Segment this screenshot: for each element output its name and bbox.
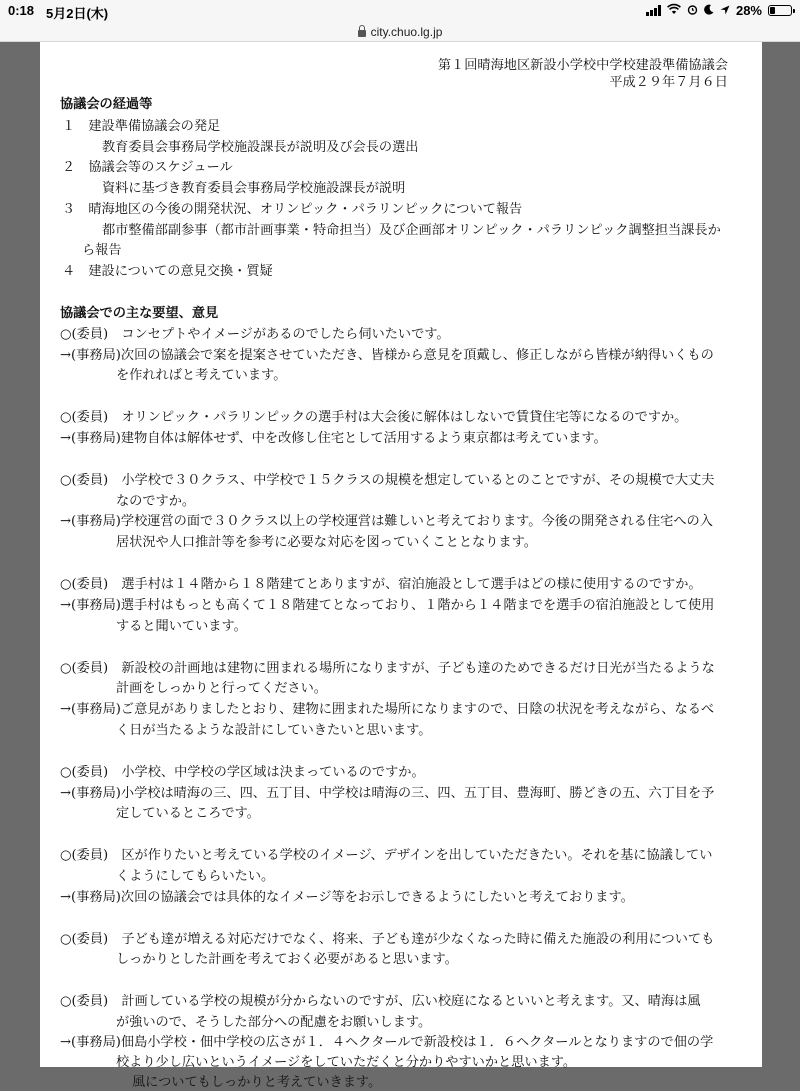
cellular-signal-icon <box>646 5 661 16</box>
battery-icon <box>768 5 792 16</box>
text-line: くようにしてもらいたい。 <box>116 869 275 884</box>
text-line: →(事務局)次回の協議会で案を提案させていただき、皆様から意見を頂戴し、修正しながら皆様が納得いくもの <box>60 348 714 363</box>
text-line: なのですか。 <box>116 494 196 509</box>
text-line: →(事務局)ご意見がありましたとおり、建物に囲まれた場所になりますので、日陰の状況を考えながら、なるべ <box>60 702 715 717</box>
list-item: ４ 建設についての意見交換・質疑 <box>62 264 273 279</box>
text-line: 定しているところです。 <box>116 806 260 821</box>
text-line: →(事務局)佃島小学校・佃中学校の広さが１．４ヘクタールで新設校は１．６ヘクタールとなりますので佃の学 <box>60 1035 714 1050</box>
text-line: ○(委員) 小学校で３０クラス、中学校で１５クラスの規模を想定しているとのことですが、その規模で大丈夫 <box>60 473 715 488</box>
text-line: を作れればと考えています。 <box>116 368 287 383</box>
text-line: 校より少し広いというイメージをしていただくと分かりやすいかと思います。 <box>116 1055 577 1070</box>
lock-icon <box>358 30 366 37</box>
list-item: 都市整備部副参事（都市計画事業・特命担当）及び企画部オリンピック・パラリンピック調整担当課長か <box>102 223 721 238</box>
section-heading-opinions: 協議会での主な要望、意見 <box>60 306 219 321</box>
list-item: １ 建設準備協議会の発足 <box>62 119 221 134</box>
text-line: →(事務局)学校運営の面で３０クラス以上の学校運営は難しいと考えております。今後の開発される住宅への入 <box>60 514 713 529</box>
text-line: ○(委員) 選手村は１４階から１８階建てとありますが、宿泊施設として選手はどの様に使用するのですか。 <box>60 577 702 592</box>
text-line: ○(委員) 新設校の計画地は建物に囲まれる場所になりますが、子ども達のためできるだけ日光が当たるような <box>60 661 715 676</box>
text-line: →(事務局)選手村はもっとも高くて１８階建てとなっており、１階から１４階までを選手の宿泊施設として使用 <box>60 598 715 613</box>
text-line: が強いので、そうした部分への配慮をお願いします。 <box>116 1015 432 1030</box>
list-item: ら報告 <box>82 243 122 258</box>
list-item: 資料に基づき教育委員会事務局学校施設課長が説明 <box>102 181 406 196</box>
battery-fill <box>770 7 775 14</box>
text-line: ○(委員) 区が作りたいと考えている学校のイメージ、デザインを出していただきたい。それを基に協議してい <box>60 848 713 863</box>
status-bar <box>0 0 800 22</box>
section-heading-progress: 協議会の経過等 <box>60 97 153 112</box>
list-item: ２ 協議会等のスケジュール <box>62 160 233 175</box>
url-text[interactable]: city.chuo.lg.jp <box>370 24 443 39</box>
wifi-icon <box>667 3 681 18</box>
text-line: 居状況や人口推計等を参考に必要な対応を図っていくこととなります。 <box>116 535 537 550</box>
text-line: く日が当たるような設計にしていきたいと思います。 <box>116 723 432 738</box>
text-line: →(事務局)小学校は晴海の三、四、五丁目、中学校は晴海の三、四、五丁目、豊海町、勝どきの五、六丁目を予 <box>60 786 715 801</box>
address-bar[interactable] <box>0 22 800 42</box>
text-line: しっかりとした計画を考えておく必要があると思います。 <box>116 952 458 967</box>
text-line: 風についてもしっかりと考えていきます。 <box>132 1075 382 1090</box>
text-line: 計画をしっかりと行ってください。 <box>116 681 327 696</box>
text-line: →(事務局)建物自体は解体せず、中を改修し住宅として活用するよう東京都は考えています。 <box>60 431 607 446</box>
status-date: 5月2日(木) <box>46 6 109 21</box>
text-line: ○(委員) オリンピック・パラリンピックの選手村は大会後に解体はしないで賃貸住宅等になるのですか。 <box>60 410 688 425</box>
text-line: →(事務局)次回の協議会では具体的なイメージ等をお示しできるようにしたいと考えております。 <box>60 890 634 905</box>
list-item: ３ 晴海地区の今後の開発状況、オリンピック・パラリンピックについて報告 <box>62 202 523 217</box>
text-line: すると聞いています。 <box>116 619 247 634</box>
text-line: ○(委員) 子ども達が増える対応だけでなく、将来、子ども達が少なくなった時に備えた施設の利用についても <box>60 932 715 947</box>
battery-percent: 28% <box>735 3 762 18</box>
header-date: 平成２９年７月６日 <box>609 75 728 90</box>
header-title: 第１回晴海地区新設小学校中学校建設準備協議会 <box>437 58 728 73</box>
status-indicators <box>646 3 792 18</box>
alarm-clock-icon <box>687 3 698 18</box>
list-item: 教育委員会事務局学校施設課長が説明及び会長の選出 <box>102 140 419 155</box>
location-arrow-icon <box>720 3 730 18</box>
status-time: 0:18 <box>8 3 35 18</box>
moon-icon <box>704 3 714 18</box>
text-line: ○(委員) 計画している学校の規模が分からないのですが、広い校庭になるといいと考えます。又、晴海は風 <box>60 994 701 1009</box>
document-page <box>40 42 762 1090</box>
text-line: ○(委員) コンセプトやイメージがあるのでしたら伺いたいです。 <box>60 327 450 342</box>
text-line: ○(委員) 小学校、中学校の学区域は決まっているのですか。 <box>60 765 425 780</box>
